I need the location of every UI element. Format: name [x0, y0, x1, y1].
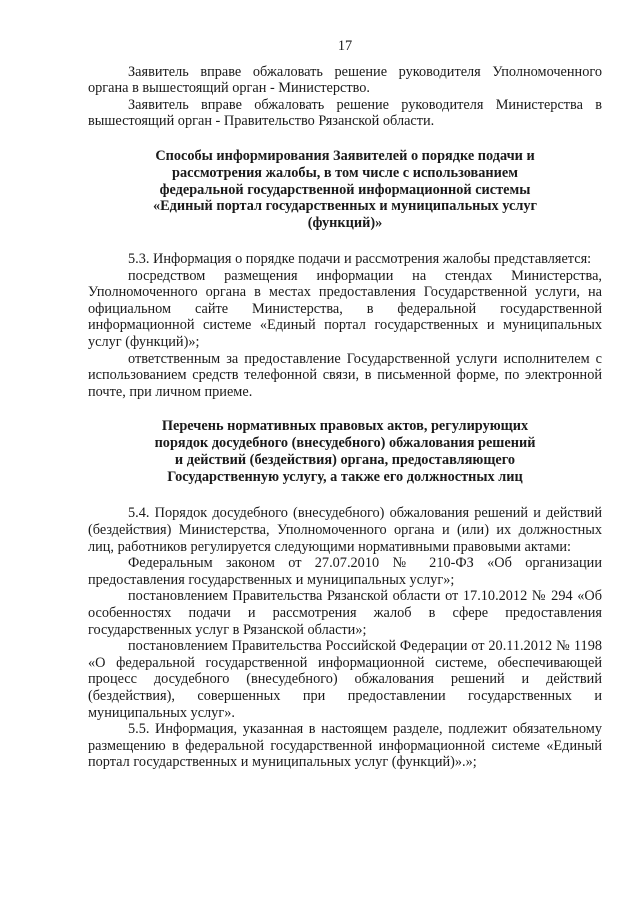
section-heading-legal-acts [88, 418, 602, 485]
heading-line: рассмотрения жалобы, в том числе с использованием [172, 164, 518, 181]
heading-line: порядок досудебного (внесудебного) обжалования решений [154, 435, 536, 452]
paragraph: Заявитель вправе обжаловать решение руководителя Уполномоченного органа в вышестоящий орган - Министерство. [88, 63, 602, 97]
paragraph: постановлением Правительства Рязанской области от 17.10.2012 № 294 «Об особенностях подачи и рассмотрения жалоб в сфере предоставления государственных услуг в Рязанской области»; [88, 588, 602, 638]
paragraph: постановлением Правительства Российской Федерации от 20.11.2012 № 1198 «О федеральной государственной информационной системе, обеспечивающей процесс досудебного (внесудебного) обжалования решений и действий (бездействия), совершенных при предоставлении государственных и муниципальных услуг». [88, 638, 602, 721]
heading-line: Способы информирования Заявителей о порядке подачи и [155, 147, 535, 164]
paragraph-5-3: 5.3. Информация о порядке подачи и рассмотрения жалобы представляется: [128, 250, 592, 267]
heading-line: и действий (бездействия) органа, предоставляющего [174, 451, 516, 468]
heading-line: Государственную услугу, а также его должностных лиц [167, 468, 523, 485]
paragraph: посредством размещения информации на стендах Министерства, Уполномоченного органа в местах предоставления Государственной услуги, на официальном сайте Министерства, в федеральной государственной информационной системе «Единый портал государственных и муниципальных услуг (функций)»; [88, 267, 602, 350]
heading-line: федеральной государственной информационной системы [159, 181, 531, 198]
heading-line: Перечень нормативных правовых актов, регулирующих [161, 418, 529, 435]
paragraph: Заявитель вправе обжаловать решение руководителя Министерства в вышестоящий орган - Правительство Рязанской области. [88, 96, 602, 130]
paragraph: ответственным за предоставление Государственной услуги исполнителем с использованием средств телефонной связи, в письменной форме, по электронной почте, при личном приеме. [88, 350, 602, 400]
paragraph: Федеральным законом от 27.07.2010 № 210-ФЗ «Об организации предоставления государственных и муниципальных услуг»; [88, 555, 602, 588]
section-heading-informing [88, 148, 602, 232]
page-number: 17 [337, 38, 353, 54]
heading-line: «Единый портал государственных и муниципальных услуг [153, 198, 537, 215]
paragraph-5-4: 5.4. Порядок досудебного (внесудебного) обжалования решений и действий (бездействия) Министерства, Уполномоченного органа и (или) их должностных лиц, работников регулируется следующими нормативными правовыми актами: [88, 505, 602, 555]
paragraph-5-5: 5.5. Информация, указанная в настоящем разделе, подлежит обязательному размещению в федеральной государственной информационной системе «Единый портал государственных и муниципальных услуг (функций)».»; [88, 721, 602, 771]
heading-line: (функций)» [307, 215, 383, 232]
